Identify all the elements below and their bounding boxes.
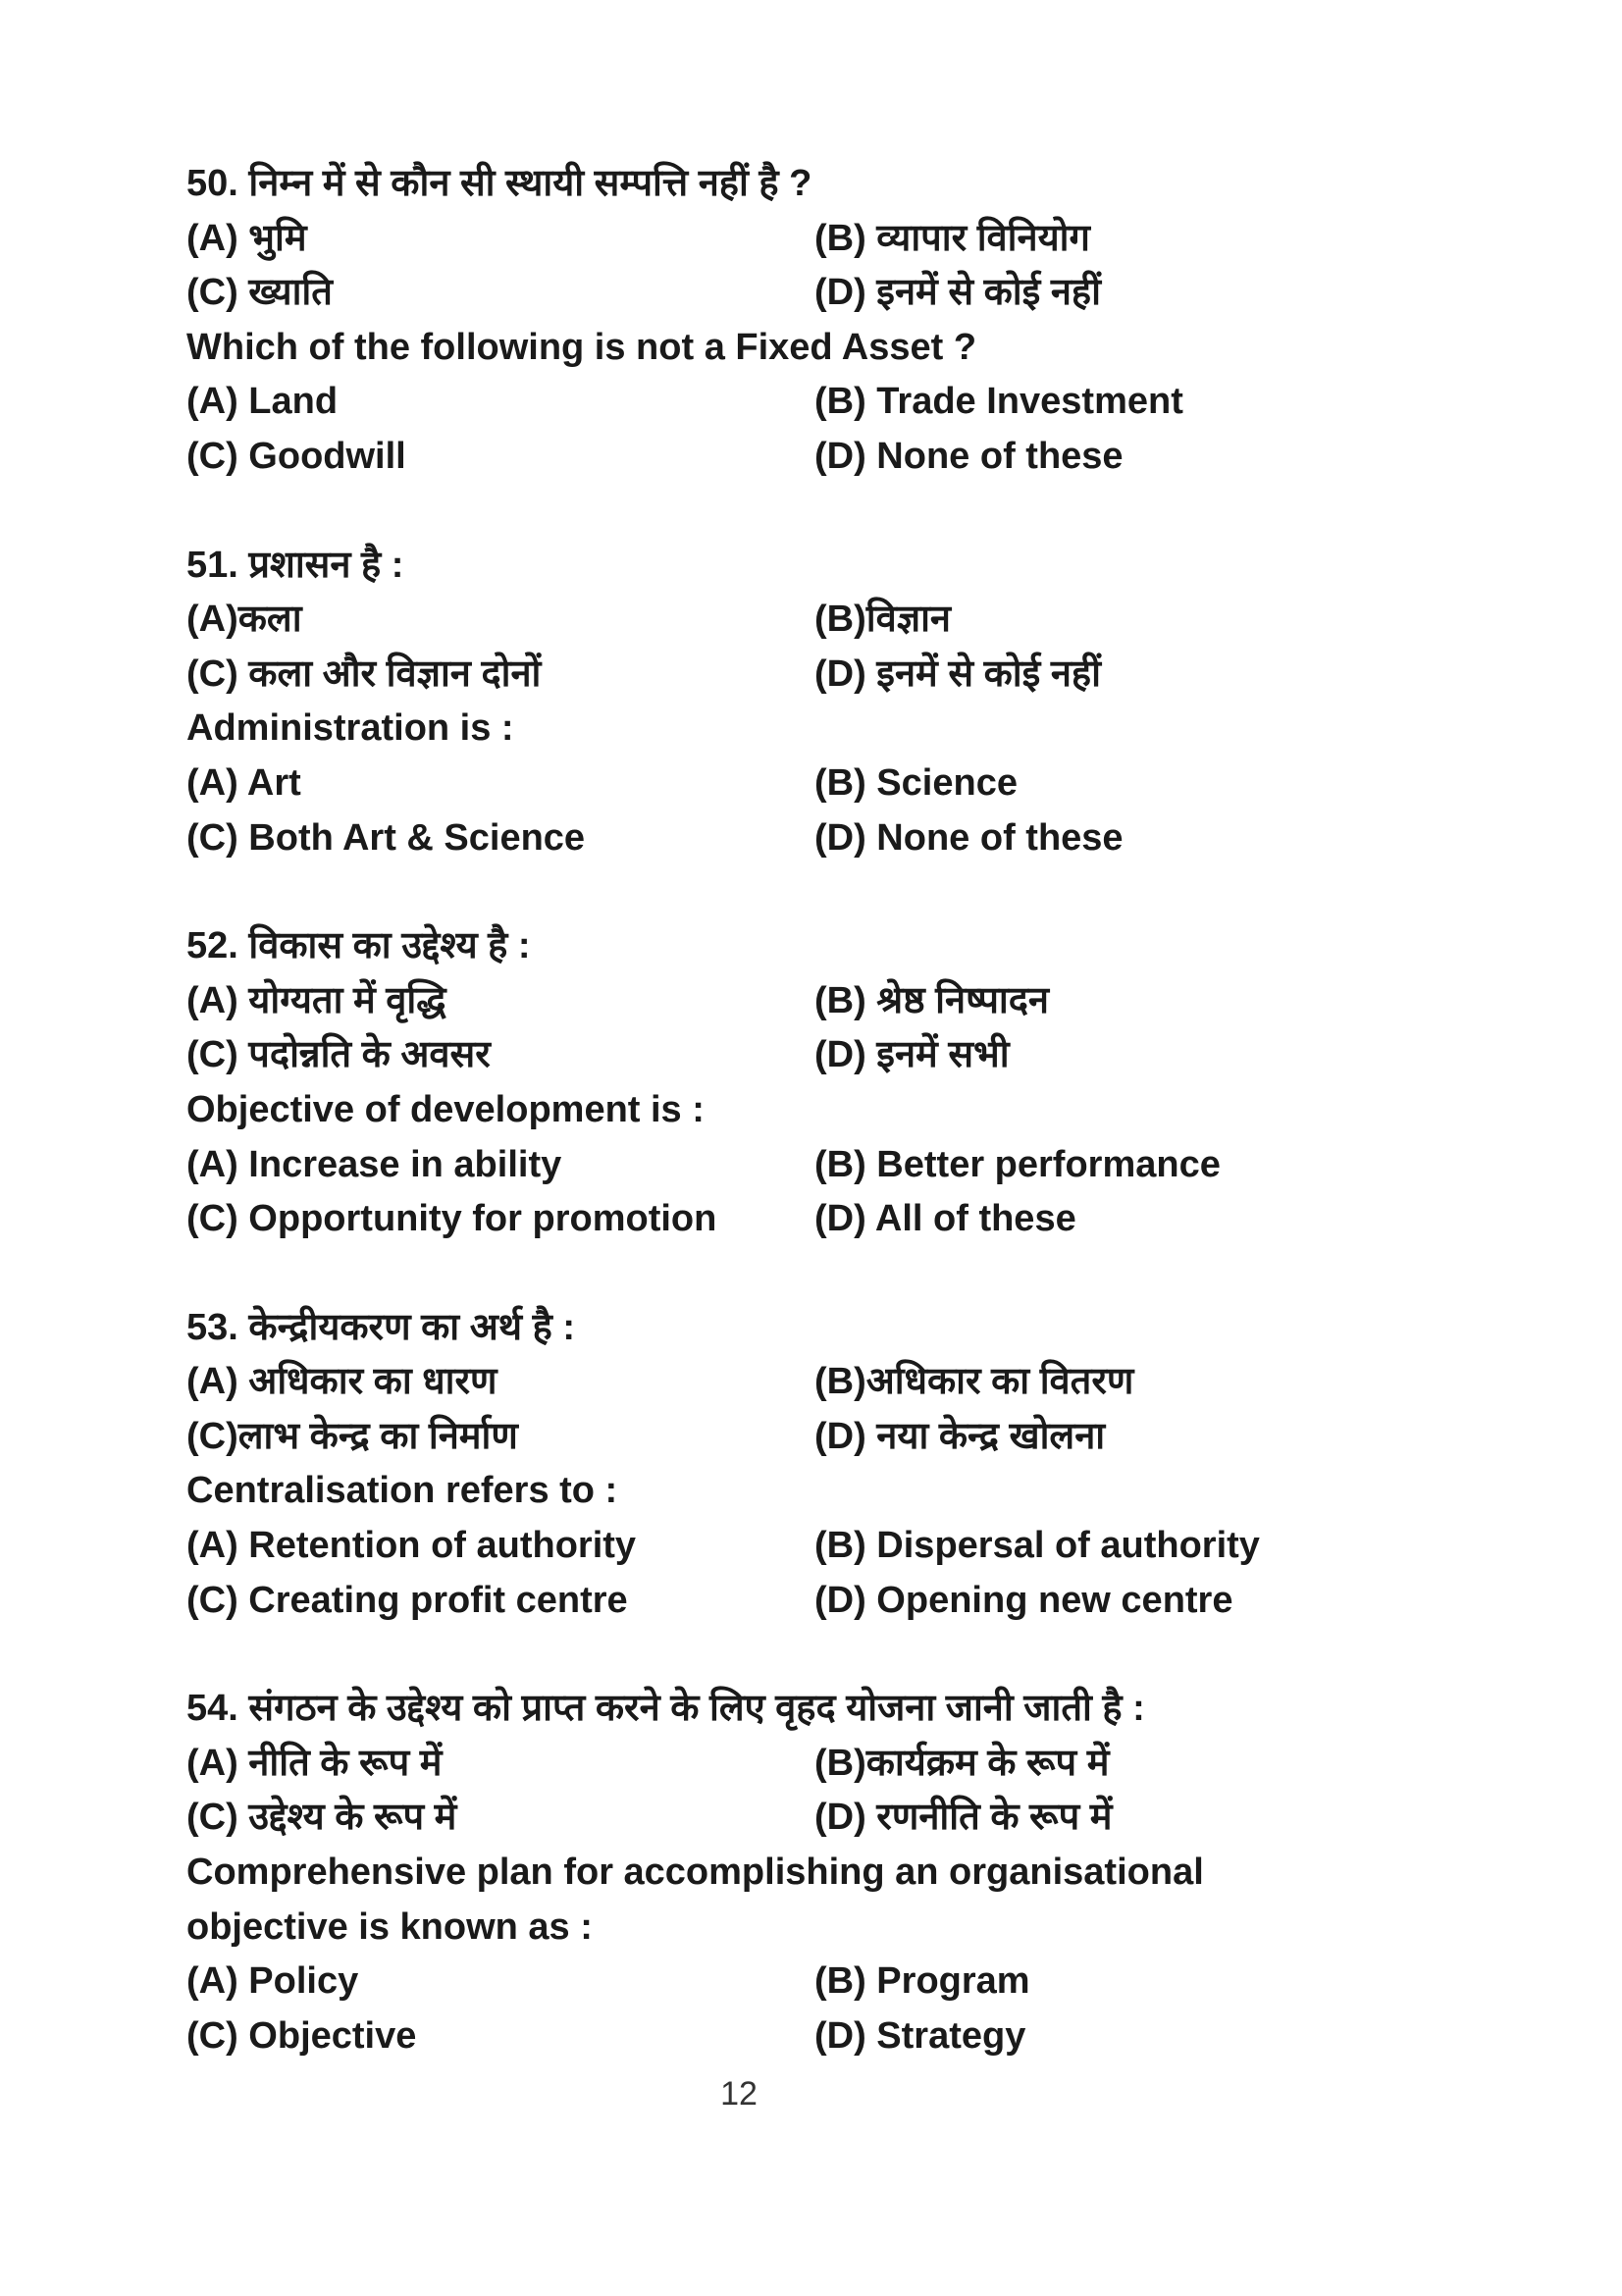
options-row-english xyxy=(186,757,1462,811)
question-hindi: 54. संगठन के उद्देश्य को प्राप्त करने के लिए वृहद योजना जानी जाती है : xyxy=(186,1688,1145,1730)
options-row-hindi xyxy=(186,1410,1462,1465)
options-row-english xyxy=(186,375,1462,430)
option-hindi: (D) इनमें सभी xyxy=(814,1034,1010,1076)
option-hindi: (A) भुमि xyxy=(186,217,307,259)
question-hindi: 51. प्रशासन है : xyxy=(186,544,404,586)
option-english: (A) Art xyxy=(186,761,301,804)
question-hindi: 50. निम्न में से कौन सी स्थायी सम्पत्ति नहीं है ? xyxy=(186,163,812,204)
option-english: (C) Goodwill xyxy=(186,435,406,477)
option-english: (B) Program xyxy=(814,1960,1030,2003)
options-row-hindi xyxy=(186,1028,1462,1083)
options-row-hindi xyxy=(186,648,1462,703)
option-hindi: (B)विज्ञान xyxy=(814,599,952,641)
options-row-english xyxy=(186,1955,1462,2009)
option-hindi: (C) उद्देश्य के रूप में xyxy=(186,1797,457,1839)
option-hindi: (D) इनमें से कोई नहीं xyxy=(814,272,1101,314)
option-hindi: (A) नीति के रूप में xyxy=(186,1742,443,1784)
option-english: (A) Retention of authority xyxy=(186,1525,637,1567)
options-row-english xyxy=(186,2009,1462,2064)
question-hindi: 52. विकास का उद्देश्य है : xyxy=(186,925,531,967)
question-hindi: 53. केन्द्रीयकरण का अर्थ है : xyxy=(186,1306,575,1348)
options-row-hindi xyxy=(186,1791,1462,1846)
option-english: (B) Science xyxy=(814,761,1018,804)
option-hindi: (B) व्यापार विनियोग xyxy=(814,217,1090,259)
option-english: (D) Strategy xyxy=(814,2014,1026,2057)
option-hindi: (B)अधिकार का वितरण xyxy=(814,1361,1134,1403)
question-block xyxy=(186,157,1462,485)
question-block xyxy=(186,1301,1462,1629)
option-english: (A) Policy xyxy=(186,1960,359,2003)
option-hindi: (C) पदोन्नति के अवसर xyxy=(186,1034,491,1076)
options-row-hindi xyxy=(186,266,1462,321)
option-english: (B) Dispersal of authority xyxy=(814,1525,1260,1567)
options-row-hindi xyxy=(186,593,1462,648)
option-english: (D) All of these xyxy=(814,1198,1076,1240)
options-row-english xyxy=(186,1138,1462,1193)
options-row-english xyxy=(186,1192,1462,1247)
option-english: (D) None of these xyxy=(814,816,1124,859)
option-hindi: (B)कार्यक्रम के रूप में xyxy=(814,1742,1110,1784)
option-hindi: (D) नया केन्द्र खोलना xyxy=(814,1415,1106,1457)
option-hindi: (C)लाभ केन्द्र का निर्माण xyxy=(186,1415,518,1457)
option-english: (C) Both Art & Science xyxy=(186,816,586,859)
options-row-hindi xyxy=(186,1355,1462,1410)
option-english: (A) Increase in ability xyxy=(186,1143,562,1185)
option-hindi: (C) कला और विज्ञान दोनों xyxy=(186,652,542,695)
option-hindi: (A) योग्यता में वृद्धि xyxy=(186,979,446,1021)
options-row-english xyxy=(186,430,1462,485)
question-english: Objective of development is : xyxy=(186,1088,705,1130)
option-hindi: (B) श्रेष्ठ निष्पादन xyxy=(814,979,1050,1021)
question-english: Centralisation refers to : xyxy=(186,1470,618,1512)
question-block xyxy=(186,919,1462,1247)
options-row-english xyxy=(186,1574,1462,1629)
question-block xyxy=(186,539,1462,866)
option-english: (B) Better performance xyxy=(814,1143,1221,1185)
option-hindi: (D) इनमें से कोई नहीं xyxy=(814,652,1101,695)
options-row-english xyxy=(186,1519,1462,1574)
option-english: (B) Trade Investment xyxy=(814,381,1183,423)
question-page xyxy=(186,157,1462,2117)
question-english: Comprehensive plan for accomplishing an organisational xyxy=(186,1852,1204,1894)
options-row-hindi xyxy=(186,1737,1462,1792)
option-hindi: (A)कला xyxy=(186,599,302,641)
option-hindi: (A) अधिकार का धारण xyxy=(186,1361,497,1403)
option-english: (D) Opening new centre xyxy=(814,1579,1233,1621)
option-english: (C) Creating profit centre xyxy=(186,1579,628,1621)
question-english: objective is known as : xyxy=(186,1905,593,1948)
options-row-english xyxy=(186,811,1462,866)
option-english: (C) Objective xyxy=(186,2014,417,2057)
option-english: (D) None of these xyxy=(814,435,1124,477)
options-row-hindi xyxy=(186,212,1462,267)
question-english: Which of the following is not a Fixed Asset ? xyxy=(186,326,977,368)
options-row-hindi xyxy=(186,974,1462,1029)
option-english: (A) Land xyxy=(186,381,339,423)
option-english: (C) Opportunity for promotion xyxy=(186,1198,717,1240)
option-hindi: (D) रणनीति के रूप में xyxy=(814,1797,1113,1839)
page-number: 12 xyxy=(720,2075,758,2113)
question-block xyxy=(186,1682,1462,2063)
option-hindi: (C) ख्याति xyxy=(186,272,333,314)
question-english: Administration is : xyxy=(186,707,514,750)
